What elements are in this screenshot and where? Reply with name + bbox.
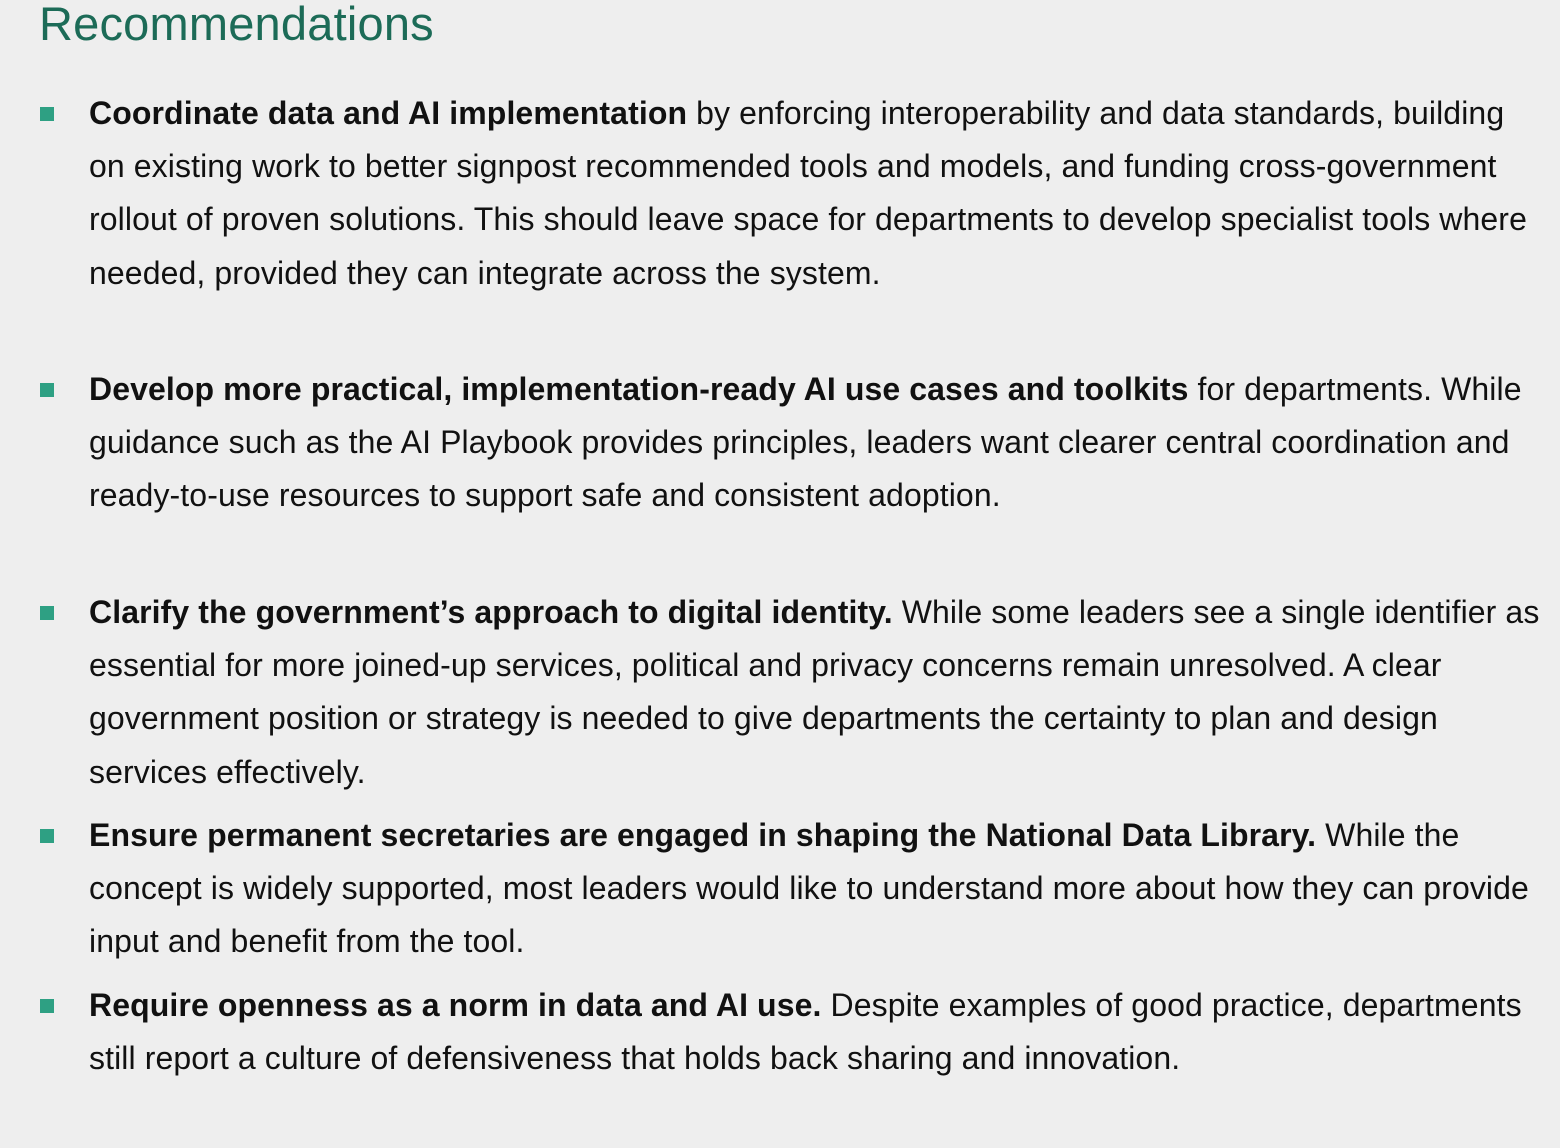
recommendation-text	[89, 586, 1544, 799]
recommendation-lead: Ensure permanent secretaries are engaged in shaping the National Data Library.	[89, 817, 1317, 853]
page-title: Recommendations	[39, 0, 434, 50]
recommendation-text	[89, 363, 1544, 523]
recommendation-lead: Require openness as a norm in data and AI use.	[89, 987, 822, 1023]
recommendation-text	[89, 809, 1544, 969]
recommendation-lead: Coordinate data and AI implementation	[89, 95, 688, 131]
recommendation-text	[89, 979, 1544, 1085]
recommendation-lead: Clarify the government’s approach to digital identity.	[89, 594, 893, 630]
square-bullet-icon	[40, 107, 54, 121]
square-bullet-icon	[40, 999, 54, 1013]
recommendation-body: While some leaders see a single identifier as essential for more joined-up services, political and privacy concerns remain unresolved. A clear government position or strategy is needed to give departments the certainty to plan and design services effectively.	[89, 594, 1540, 790]
recommendation-body: for departments. While guidance such as the AI Playbook provides principles, leaders want clearer central coordination and ready-to-use resources to support safe and consistent adoption.	[89, 371, 1522, 514]
recommendation-body: by enforcing interoperability and data standards, building on existing work to better signpost recommended tools and models, and funding cross-government rollout of proven solutions. This should leave space for departments to develop specialist tools where needed, provided they can integrate across the system.	[89, 95, 1527, 291]
recommendation-body: While the concept is widely supported, most leaders would like to understand more about how they can provide input and benefit from the tool.	[89, 817, 1529, 960]
square-bullet-icon	[40, 606, 54, 620]
square-bullet-icon	[40, 383, 54, 397]
recommendation-text	[89, 87, 1544, 300]
recommendation-lead: Develop more practical, implementation-ready AI use cases and toolkits	[89, 371, 1189, 407]
recommendation-body: Despite examples of good practice, departments still report a culture of defensiveness that holds back sharing and innovation.	[89, 987, 1522, 1077]
square-bullet-icon	[40, 829, 54, 843]
